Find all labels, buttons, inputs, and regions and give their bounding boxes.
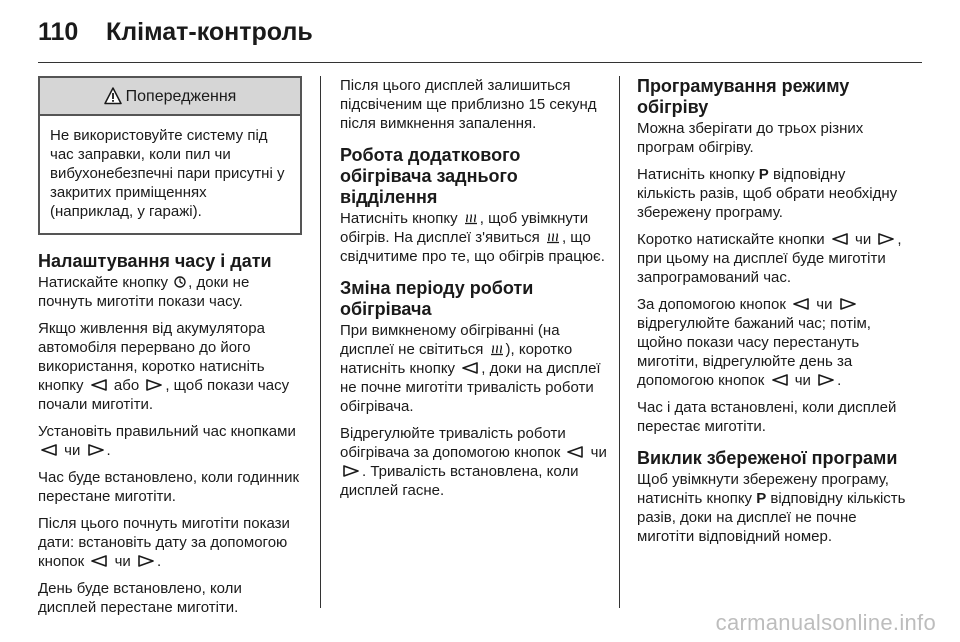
heading-aux-heater: Робота додаткового обігрівача заднього відділення [340,145,521,207]
page-title: Клімат-контроль [106,17,313,46]
paragraph-prog-1: Можна зберігати до трьох різних програм обігріву. [637,120,864,156]
heater-icon [546,230,560,244]
arrow-left-icon [793,298,809,310]
arrow-left-icon [832,233,848,245]
arrow-left-icon [91,379,107,391]
p-key-label: P [756,490,767,507]
arrow-right-icon [343,465,359,477]
paragraph-period-1: При вимкненому обігріванні (на дисплеї не світиться ), коротко натисніть кнопку , доки на дисплеї не почне миготіти тривалість роботи обігрівача. [340,322,601,415]
heading-call-program: Виклик збереженої програми [637,448,898,468]
arrow-left-icon [91,555,107,567]
heading-time-date: Налаштування часу і дати [38,251,272,271]
arrow-left-icon [567,446,583,458]
paragraph-aux-heater: Натисніть кнопку , щоб увімкнути обігрів. На дисплеї з'явиться , що свідчитиме про те, що обігрів працює. [340,210,605,265]
paragraph-time-5: Після цього почнуть миготіти покази дати: встановіть дату за допомогою кнопок чи . [38,515,290,570]
warning-box [38,76,302,235]
paragraph-display-lit: Після цього дисплей залишиться підсвіченим ще приблизно 15 секунд після вимкнення запалення. [340,77,597,132]
column-3 [637,76,907,554]
warning-icon [104,87,122,105]
heading-period: Зміна періоду роботи обігрівача [340,278,534,319]
paragraph-time-4: Час буде встановлено, коли годинник перестане миготіти. [38,469,300,505]
paragraph-prog-5: Час і дата встановлені, коли дисплей перестає миготіти. [637,399,897,435]
warning-text: Не використовуйте систему під час заправки, коли пил чи вибухонебезпечні пари присутні у закритих приміщеннях (наприклад, у гаражі). [50,127,285,220]
paragraph-call-program: Щоб увімкнути збережену програму, натисніть кнопку P відповідну кількість разів, доки на дисплеї не почне миготіти відповідний номер. [637,471,906,545]
arrow-right-icon [88,444,104,456]
paragraph-time-1: Натискайте кнопку , доки не почнуть миготіти покази часу. [38,274,250,310]
header-rule [38,62,922,63]
column-1 [38,76,302,625]
column-divider-2 [619,76,620,608]
paragraph-prog-3: Коротко натискайте кнопки чи , при цьому на дисплеї буде миготіти запрограмований час. [637,231,902,286]
page-number: 110 [38,17,79,46]
paragraph-time-6: День буде встановлено, коли дисплей перестане миготіти. [38,580,242,616]
paragraph-prog-4: За допомогою кнопок чи відрегулюйте бажаний час; потім, щойно покази часу перестануть миготіти, відрегулюйте день за допомогою кнопок чи . [637,296,871,389]
warning-title: Попередження [125,87,237,105]
paragraph-period-2: Відрегулюйте тривалість роботи обігрівача за допомогою кнопок чи . Тривалість встановлена, коли дисплей гасне. [340,425,607,499]
arrow-left-icon [772,374,788,386]
heater-icon [490,342,504,356]
arrow-left-icon [41,444,57,456]
paragraph-time-2: Якщо живлення від акумулятора автомобіля перервано до його використання, коротко натисніть кнопку або , щоб покази часу почали миготіти. [38,320,290,413]
warning-header [40,78,300,116]
page-header [38,14,313,50]
arrow-left-icon [462,362,478,374]
column-2 [340,76,608,508]
clock-icon [174,276,186,288]
column-divider-1 [320,76,321,608]
arrow-right-icon [840,298,856,310]
paragraph-time-3: Установіть правильний час кнопками чи . [38,423,296,459]
paragraph-prog-2: Натисніть кнопку P відповідну кількість разів, щоб обрати необхідну збережену програму. [637,166,898,221]
heater-icon [464,211,478,225]
watermark: carmanualsonline.info [715,610,936,635]
arrow-right-icon [878,233,894,245]
arrow-right-icon [818,374,834,386]
p-key-label: P [758,166,769,183]
arrow-right-icon [146,379,162,391]
heading-programming: Програмування режиму обігріву [637,76,850,117]
arrow-right-icon [138,555,154,567]
